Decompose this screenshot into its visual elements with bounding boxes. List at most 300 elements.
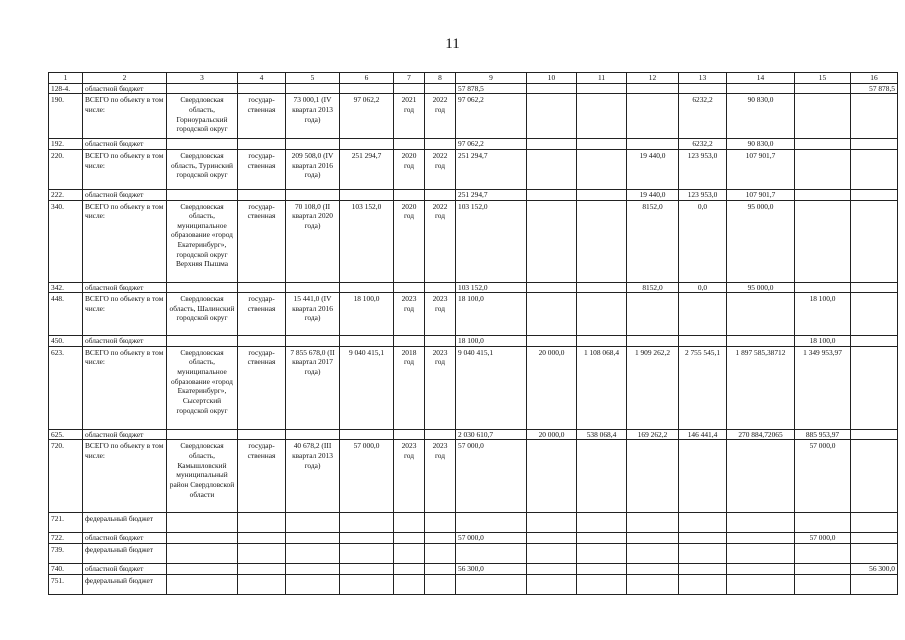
table-cell: [577, 440, 627, 513]
table-cell: [795, 564, 851, 575]
table-cell: 70 108,0 (II квартал 2020 года): [286, 200, 340, 282]
table-row: [49, 564, 898, 575]
table-cell: [238, 429, 286, 440]
column-number: 7: [394, 73, 425, 84]
table-cell: [795, 149, 851, 189]
table-cell: [238, 83, 286, 94]
table-cell: ВСЕГО по объекту в том числе:: [83, 293, 167, 336]
table-cell: [577, 189, 627, 200]
table-cell: [795, 544, 851, 564]
table-cell: 9 040 415,1: [456, 346, 527, 429]
table-cell: 18 100,0: [456, 336, 527, 347]
table-cell: [425, 564, 456, 575]
table-cell: [851, 440, 898, 513]
table-cell: 450.: [49, 336, 83, 347]
table-cell: 2023 год: [425, 440, 456, 513]
column-number: 6: [340, 73, 394, 84]
table-cell: [577, 139, 627, 150]
table-cell: [527, 189, 577, 200]
table-cell: [425, 574, 456, 594]
table-cell: [527, 533, 577, 544]
table-cell: [527, 149, 577, 189]
table-cell: 720.: [49, 440, 83, 513]
table-cell: [679, 293, 727, 336]
table-cell: 57 878,5: [456, 83, 527, 94]
table-cell: [527, 200, 577, 282]
table-cell: [679, 513, 727, 533]
table-cell: областной бюджет: [83, 429, 167, 440]
column-number: 12: [627, 73, 679, 84]
table-cell: [286, 282, 340, 293]
table-cell: 40 678,2 (III квартал 2013 года): [286, 440, 340, 513]
table-cell: [527, 293, 577, 336]
table-cell: 107 901,7: [727, 149, 795, 189]
table-cell: ВСЕГО по объекту в том числе:: [83, 200, 167, 282]
table-cell: областной бюджет: [83, 336, 167, 347]
table-cell: [394, 574, 425, 594]
table-cell: [340, 282, 394, 293]
table-cell: [851, 282, 898, 293]
table-cell: 146 441,4: [679, 429, 727, 440]
table-cell: 251 294,7: [340, 149, 394, 189]
table-cell: [627, 293, 679, 336]
table-cell: [577, 336, 627, 347]
table-row: [49, 429, 898, 440]
table-cell: [167, 336, 238, 347]
table-row: [49, 293, 898, 336]
table-cell: [577, 94, 627, 139]
table-cell: областной бюджет: [83, 282, 167, 293]
table-cell: [340, 564, 394, 575]
table-cell: [238, 282, 286, 293]
table-cell: [340, 189, 394, 200]
table-cell: [627, 139, 679, 150]
table-cell: 97 062,2: [340, 94, 394, 139]
table-cell: [425, 189, 456, 200]
table-cell: 57 000,0: [456, 440, 527, 513]
header-row: [49, 73, 898, 84]
table-cell: [527, 282, 577, 293]
table-cell: [851, 94, 898, 139]
table-cell: [627, 83, 679, 94]
table-cell: [394, 189, 425, 200]
column-number: 5: [286, 73, 340, 84]
table-cell: 18 100,0: [795, 293, 851, 336]
column-number: 3: [167, 73, 238, 84]
table-cell: 1 897 585,38712: [727, 346, 795, 429]
table-cell: [851, 200, 898, 282]
table-cell: [577, 574, 627, 594]
table-cell: 209 508,0 (IV квартал 2016 года): [286, 149, 340, 189]
table-cell: 1 349 953,97: [795, 346, 851, 429]
table-cell: 97 062,2: [456, 139, 527, 150]
table-cell: [795, 282, 851, 293]
table-cell: государ-ственная: [238, 94, 286, 139]
column-number: 16: [851, 73, 898, 84]
table-cell: областной бюджет: [83, 83, 167, 94]
table-cell: [340, 533, 394, 544]
table-cell: 190.: [49, 94, 83, 139]
table-cell: ВСЕГО по объекту в том числе:: [83, 346, 167, 429]
table-cell: 8152,0: [627, 200, 679, 282]
table-cell: [577, 149, 627, 189]
table-cell: [727, 336, 795, 347]
table-cell: ВСЕГО по объекту в том числе:: [83, 440, 167, 513]
table-cell: [627, 94, 679, 139]
table-row: [49, 336, 898, 347]
table-cell: [851, 544, 898, 564]
table-cell: [238, 544, 286, 564]
table-cell: [340, 336, 394, 347]
table-cell: [167, 83, 238, 94]
table-row: [49, 200, 898, 282]
table-cell: 739.: [49, 544, 83, 564]
table-cell: [627, 336, 679, 347]
table-cell: [394, 336, 425, 347]
table-cell: 721.: [49, 513, 83, 533]
table-cell: [425, 513, 456, 533]
table-cell: Свердловская область, муниципальное образование «город Екатеринбург», Сысертский городской округ: [167, 346, 238, 429]
table-cell: 222.: [49, 189, 83, 200]
table-cell: [627, 533, 679, 544]
table-cell: 19 440,0: [627, 189, 679, 200]
table-cell: 448.: [49, 293, 83, 336]
table-cell: 95 000,0: [727, 282, 795, 293]
table-cell: 169 262,2: [627, 429, 679, 440]
table-cell: 128-4.: [49, 83, 83, 94]
table-cell: 7 855 678,0 (II квартал 2017 года): [286, 346, 340, 429]
table-cell: [679, 83, 727, 94]
table-cell: 57 878,5: [851, 83, 898, 94]
table-cell: [425, 544, 456, 564]
table-cell: 740.: [49, 564, 83, 575]
table-cell: 220.: [49, 149, 83, 189]
table-cell: [627, 574, 679, 594]
table-cell: [679, 336, 727, 347]
table-cell: [286, 564, 340, 575]
column-number: 2: [83, 73, 167, 84]
table-cell: [394, 544, 425, 564]
table-cell: 18 100,0: [456, 293, 527, 336]
table-cell: 340.: [49, 200, 83, 282]
table-cell: [394, 83, 425, 94]
table-cell: [851, 139, 898, 150]
table-cell: 6232,2: [679, 139, 727, 150]
table-cell: [238, 564, 286, 575]
table-cell: областной бюджет: [83, 139, 167, 150]
table-cell: 2023 год: [394, 440, 425, 513]
table-cell: [627, 513, 679, 533]
table-row: [49, 346, 898, 429]
table-cell: [340, 139, 394, 150]
table-cell: 885 953,97: [795, 429, 851, 440]
table-cell: 123 953,0: [679, 189, 727, 200]
table-cell: [286, 533, 340, 544]
table-row: [49, 94, 898, 139]
table-cell: [167, 564, 238, 575]
table-cell: [167, 533, 238, 544]
table-cell: 97 062,2: [456, 94, 527, 139]
table-cell: 2 755 545,1: [679, 346, 727, 429]
table-cell: [167, 282, 238, 293]
table-cell: 123 953,0: [679, 149, 727, 189]
table-cell: [425, 429, 456, 440]
table-cell: государ-ственная: [238, 293, 286, 336]
page-number: 11: [445, 36, 460, 52]
table-row: [49, 139, 898, 150]
table-cell: [238, 574, 286, 594]
table-cell: [851, 346, 898, 429]
table-cell: [167, 544, 238, 564]
table-cell: [627, 440, 679, 513]
table-cell: [727, 83, 795, 94]
table-cell: [679, 544, 727, 564]
table-cell: федеральный бюджет: [83, 544, 167, 564]
column-number: 14: [727, 73, 795, 84]
table-cell: 2021 год: [394, 94, 425, 139]
table-cell: 56 300,0: [851, 564, 898, 575]
table-cell: 0,0: [679, 200, 727, 282]
table-cell: [527, 564, 577, 575]
table-cell: [527, 83, 577, 94]
table-cell: областной бюджет: [83, 533, 167, 544]
table-cell: [425, 282, 456, 293]
table-cell: [425, 336, 456, 347]
column-number: 13: [679, 73, 727, 84]
table-cell: [851, 533, 898, 544]
table-cell: [577, 282, 627, 293]
table-cell: [425, 139, 456, 150]
table-body: [49, 73, 898, 595]
table-cell: 625.: [49, 429, 83, 440]
table-cell: [577, 200, 627, 282]
table-cell: 538 068,4: [577, 429, 627, 440]
table-cell: [795, 139, 851, 150]
table-cell: [286, 429, 340, 440]
table-cell: [238, 533, 286, 544]
table-cell: [167, 189, 238, 200]
table-cell: [425, 533, 456, 544]
table-cell: [577, 533, 627, 544]
table-cell: [727, 513, 795, 533]
table-cell: 342.: [49, 282, 83, 293]
table-cell: [527, 574, 577, 594]
table-cell: [167, 139, 238, 150]
table-cell: [527, 139, 577, 150]
table-cell: 20 000,0: [527, 429, 577, 440]
table-cell: 57 000,0: [795, 533, 851, 544]
table-cell: 2023 год: [425, 293, 456, 336]
table-row: [49, 574, 898, 594]
table-cell: федеральный бюджет: [83, 513, 167, 533]
table-cell: [679, 440, 727, 513]
table-cell: 56 300,0: [456, 564, 527, 575]
table-cell: Свердловская область, муниципальное образование «город Екатеринбург», городской округ Верхняя Пышма: [167, 200, 238, 282]
table-cell: [394, 139, 425, 150]
table-cell: [679, 574, 727, 594]
column-number: 11: [577, 73, 627, 84]
table-cell: [238, 513, 286, 533]
table-cell: 2020 год: [394, 149, 425, 189]
table-cell: 623.: [49, 346, 83, 429]
table-cell: [286, 513, 340, 533]
table-cell: [394, 429, 425, 440]
table-cell: 90 830,0: [727, 139, 795, 150]
table-cell: государ-ственная: [238, 346, 286, 429]
table-cell: [286, 574, 340, 594]
table-cell: [286, 544, 340, 564]
table-cell: федеральный бюджет: [83, 574, 167, 594]
table-cell: 15 441,0 (IV квартал 2016 года): [286, 293, 340, 336]
table-cell: [795, 513, 851, 533]
column-number: 8: [425, 73, 456, 84]
table-cell: [727, 293, 795, 336]
table-cell: [527, 336, 577, 347]
table-cell: [527, 94, 577, 139]
table-cell: Свердловская область, Туринский городской округ: [167, 149, 238, 189]
table-cell: 2022 год: [425, 149, 456, 189]
table-cell: [286, 139, 340, 150]
table-row: [49, 440, 898, 513]
table-cell: [425, 83, 456, 94]
table-cell: [527, 440, 577, 513]
table-row: [49, 533, 898, 544]
table-cell: 90 830,0: [727, 94, 795, 139]
table-cell: 2023 год: [394, 293, 425, 336]
table-cell: 2020 год: [394, 200, 425, 282]
table-cell: [851, 429, 898, 440]
table-cell: государ-ственная: [238, 200, 286, 282]
table-row: [49, 149, 898, 189]
table-cell: 251 294,7: [456, 149, 527, 189]
column-number: 4: [238, 73, 286, 84]
table-cell: [851, 574, 898, 594]
table-row: [49, 83, 898, 94]
table-cell: [340, 429, 394, 440]
table-cell: 9 040 415,1: [340, 346, 394, 429]
table-cell: 57 000,0: [456, 533, 527, 544]
table-cell: [795, 189, 851, 200]
table-cell: [238, 189, 286, 200]
table-cell: 722.: [49, 533, 83, 544]
table-cell: Свердловская область, Горноуральский городской округ: [167, 94, 238, 139]
table-cell: 1 909 262,2: [627, 346, 679, 429]
table-cell: [795, 94, 851, 139]
table-row: [49, 282, 898, 293]
table-cell: [679, 564, 727, 575]
table-cell: Свердловская область, Шалинский городской округ: [167, 293, 238, 336]
table-cell: [394, 533, 425, 544]
table-cell: 6232,2: [679, 94, 727, 139]
column-number: 1: [49, 73, 83, 84]
table-cell: 18 100,0: [795, 336, 851, 347]
table-cell: государ-ственная: [238, 149, 286, 189]
table-cell: 103 152,0: [340, 200, 394, 282]
table-cell: [340, 513, 394, 533]
table-cell: [394, 513, 425, 533]
table-cell: [851, 513, 898, 533]
table-cell: 57 000,0: [795, 440, 851, 513]
table-cell: [527, 544, 577, 564]
table-cell: [627, 544, 679, 564]
table-cell: [727, 533, 795, 544]
table-cell: ВСЕГО по объекту в том числе:: [83, 94, 167, 139]
table-cell: [795, 83, 851, 94]
table-cell: [851, 336, 898, 347]
table-cell: 2022 год: [425, 200, 456, 282]
table-cell: [167, 574, 238, 594]
table-row: [49, 544, 898, 564]
table-cell: [340, 574, 394, 594]
table-cell: [340, 544, 394, 564]
table-row: [49, 513, 898, 533]
table-cell: [286, 336, 340, 347]
table-cell: ВСЕГО по объекту в том числе:: [83, 149, 167, 189]
table-cell: [727, 574, 795, 594]
table-cell: 192.: [49, 139, 83, 150]
table-cell: [727, 544, 795, 564]
table-cell: 19 440,0: [627, 149, 679, 189]
column-number: 10: [527, 73, 577, 84]
column-number: 9: [456, 73, 527, 84]
table-cell: [795, 574, 851, 594]
table-cell: 251 294,7: [456, 189, 527, 200]
table-cell: областной бюджет: [83, 564, 167, 575]
table-cell: [577, 544, 627, 564]
budget-table: [48, 72, 898, 595]
table-cell: 103 152,0: [456, 282, 527, 293]
table-cell: [851, 189, 898, 200]
table-cell: [238, 336, 286, 347]
table-cell: [679, 533, 727, 544]
table-cell: 270 884,72065: [727, 429, 795, 440]
table-cell: [851, 149, 898, 189]
table-cell: 95 000,0: [727, 200, 795, 282]
table-cell: Свердловская область, Камышловский муниципальный район Свердловской области: [167, 440, 238, 513]
column-number: 15: [795, 73, 851, 84]
table-cell: [394, 564, 425, 575]
table-cell: [577, 293, 627, 336]
table-cell: 18 100,0: [340, 293, 394, 336]
table-cell: 2018 год: [394, 346, 425, 429]
table-cell: [851, 293, 898, 336]
table-cell: 73 000,1 (IV квартал 2013 года): [286, 94, 340, 139]
table-cell: 20 000,0: [527, 346, 577, 429]
table-cell: [727, 440, 795, 513]
table-cell: [456, 513, 527, 533]
table-cell: [238, 139, 286, 150]
table-cell: 1 108 068,4: [577, 346, 627, 429]
table-cell: [394, 282, 425, 293]
table-cell: 2023 год: [425, 346, 456, 429]
table-cell: 2 030 610,7: [456, 429, 527, 440]
table-cell: [727, 564, 795, 575]
table-cell: областной бюджет: [83, 189, 167, 200]
table-row: [49, 189, 898, 200]
table-cell: 751.: [49, 574, 83, 594]
table-cell: 8152,0: [627, 282, 679, 293]
table-cell: 57 000,0: [340, 440, 394, 513]
table-cell: 103 152,0: [456, 200, 527, 282]
table-cell: [795, 200, 851, 282]
table-cell: [456, 574, 527, 594]
table-cell: 0,0: [679, 282, 727, 293]
table-cell: [527, 513, 577, 533]
table-cell: [286, 189, 340, 200]
table-cell: [340, 83, 394, 94]
table-cell: [577, 83, 627, 94]
table-cell: 107 901,7: [727, 189, 795, 200]
